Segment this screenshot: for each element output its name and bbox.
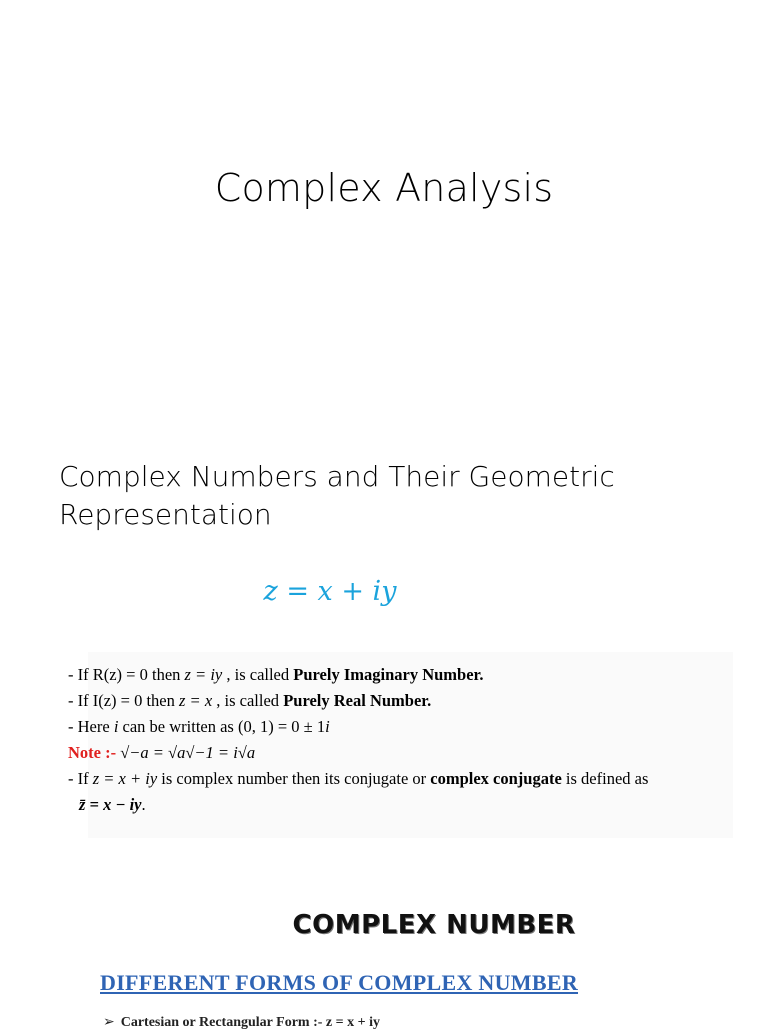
cartesian-form-bullet: ➢ Cartesian or Rectangular Form :- z = x + iy [103,1015,380,1030]
note-label: Note :- [68,743,121,762]
note-line-i-representation: - Here i can be written as (0, 1) = 0 ± 1i [68,717,330,736]
arrow-bullet-icon: ➢ [103,1015,115,1030]
note-line-purely-imaginary: - If R(z) = 0 then z = iy , is called Purely Imaginary Number. [68,665,484,684]
section-title: Complex Numbers and Their Geometric Representation [59,460,615,531]
note-line-sqrt-negative: Note :- √−a = √a√−1 = i√a [68,743,256,762]
notes-image-block [68,652,733,838]
note-line-conjugate: - If z = x + iy is complex number then its conjugate or complex conjugate is defined as [68,769,649,788]
different-forms-heading: DIFFERENT FORMS OF COMPLEX NUMBER [100,970,579,995]
complex-number-formula: z = x + iy [263,576,397,607]
note-line-purely-real: - If I(z) = 0 then z = x , is called Purely Real Number. [68,691,432,710]
complex-number-heading: COMPLEX NUMBER [292,910,576,940]
slide-title: Complex Analysis [214,166,554,210]
note-line-conjugate-formula: z̄ = x − iy. [79,795,146,814]
